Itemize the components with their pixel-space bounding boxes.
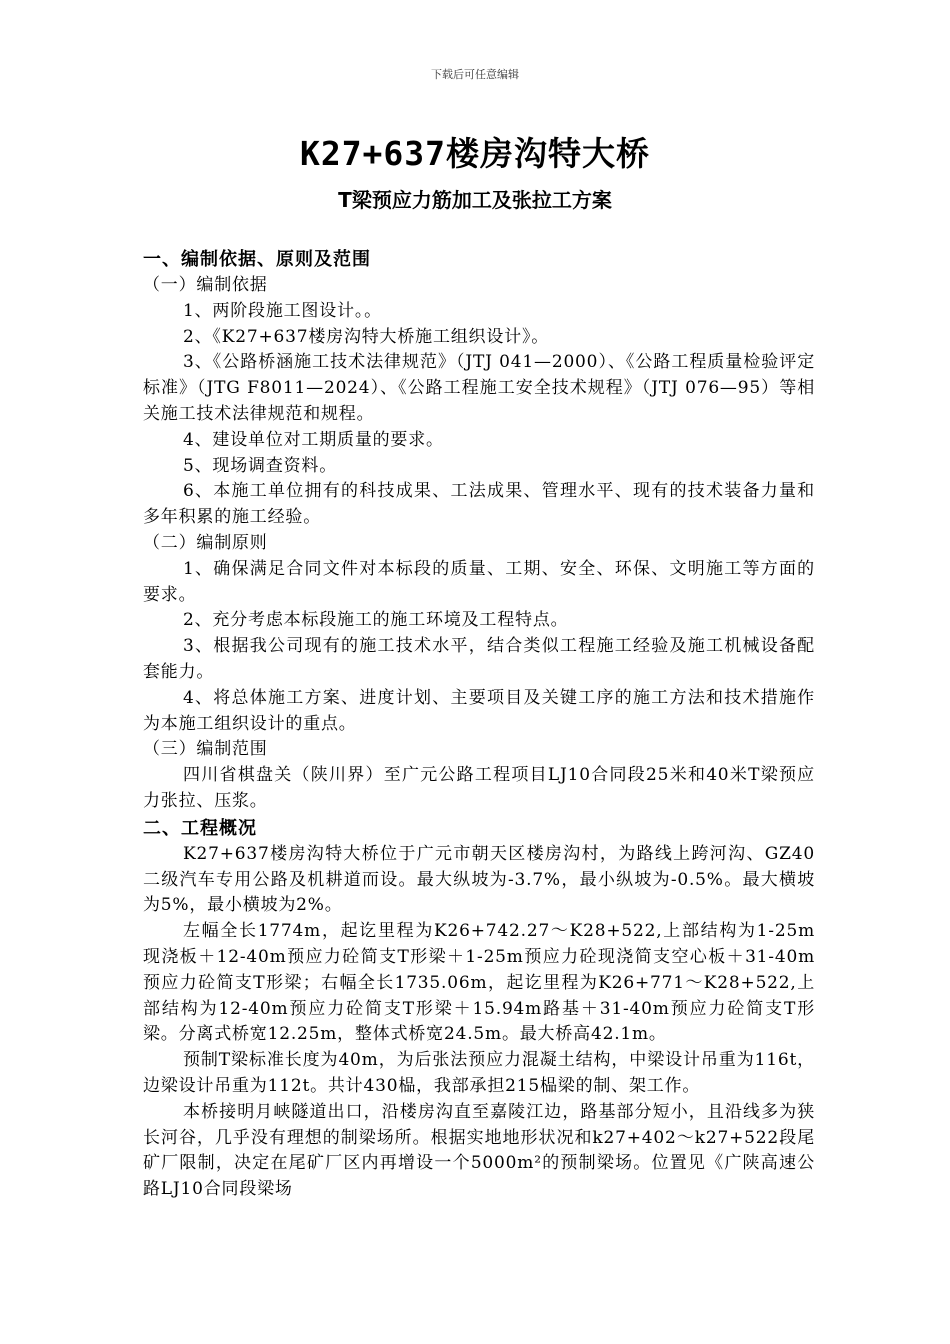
document-subtitle: T梁预应力筋加工及张拉工方案 [338,188,612,212]
principle-item-1: 1、确保满足合同文件对本标段的质量、工期、安全、环保、文明施工等方面的要求。 [143,558,815,605]
principle-item-4: 4、将总体施工方案、进度计划、主要项目及关键工序的施工方法和技术措施作为本施工组织设计的重点。 [143,687,815,734]
basis-item-1: 1、两阶段施工图设计。。 [183,300,382,321]
overview-paragraph-2: 左幅全长1774m，起讫里程为K26+742.27～K28+522,上部结构为1-25m现浇板＋12-40m预应力砼简支T形梁＋1-25m预应力砼现浇简支空心板＋31-40m预应力砼简支T形梁；右幅全长1735.06m，起讫里程为K26+771～K28+522,上部结构为12-40m预应力砼简支T形梁＋15.94m路基＋31-40m预应力砼简支T形梁。分离式桥宽12.25m，整体式桥宽24.5m。最大桥高42.1m。 [143,921,815,1045]
overview-paragraph-4: 本桥接明月峡隧道出口，沿楼房沟直至嘉陵江边，路基部分短小，且沿线多为狭长河谷，几乎没有理想的制梁场所。根据实地地形状况和k27+402～k27+522段尾矿厂限制，决定在尾矿厂区内再增设一个5000m²的预制梁场。位置见《广陕高速公路LJ10合同段梁场 [143,1101,815,1200]
document-body [143,246,815,1203]
overview-paragraph-1: K27+637楼房沟特大桥位于广元市朝天区楼房沟村，为路线上跨河沟、GZ40二级汽车专用公路及机耕道而设。最大纵坡为-3.7%，最小纵坡为-0.5%。最大横坡为5%，最小横坡为2%。 [143,843,815,916]
section-heading-2: 二、工程概况 [143,817,257,839]
subsection-heading-scope: （三）编制范围 [143,739,268,760]
subsection-heading-basis: （一）编制依据 [143,275,268,295]
basis-item-4: 4、建设单位对工期质量的要求。 [183,429,444,450]
basis-item-3: 3、《公路桥涵施工技术法律规范》（JTJ 041—2000）、《公路工程质量检验评定标准》（JTG F8011—2024）、《公路工程施工安全技术规程》（JTJ 076—95）等相关施工技术法律规范和规程。 [143,352,815,424]
document-title: K27+637楼房沟特大桥 [299,134,651,173]
basis-item-2: 2、《K27+637楼房沟特大桥施工组织设计》。 [183,326,550,347]
basis-item-5: 5、现场调查资料。 [183,455,338,476]
overview-paragraph-3: 预制T梁标准长度为40m，为后张法预应力混凝土结构，中梁设计吊重为116t，边梁设计吊重为112t。共计430榀，我部承担215榀梁的制、架工作。 [143,1050,815,1096]
basis-item-6: 6、本施工单位拥有的科技成果、工法成果、管理水平、现有的技术装备力量和多年积累的施工经验。 [143,481,815,528]
header-note: 下载后可任意编辑 [431,68,519,81]
scope-item-1: 四川省棋盘关（陕川界）至广元公路工程项目LJ10合同段25米和40米T梁预应力张拉、压浆。 [143,765,815,811]
principle-item-2: 2、充分考虑本标段施工的施工环境及工程特点。 [183,610,569,631]
subsection-heading-principles: （二）编制原则 [143,532,268,553]
principle-item-3: 3、根据我公司现有的施工技术水平，结合类似工程施工经验及施工机械设备配套能力。 [143,636,815,682]
section-heading-1: 一、编制依据、原则及范围 [143,249,371,270]
